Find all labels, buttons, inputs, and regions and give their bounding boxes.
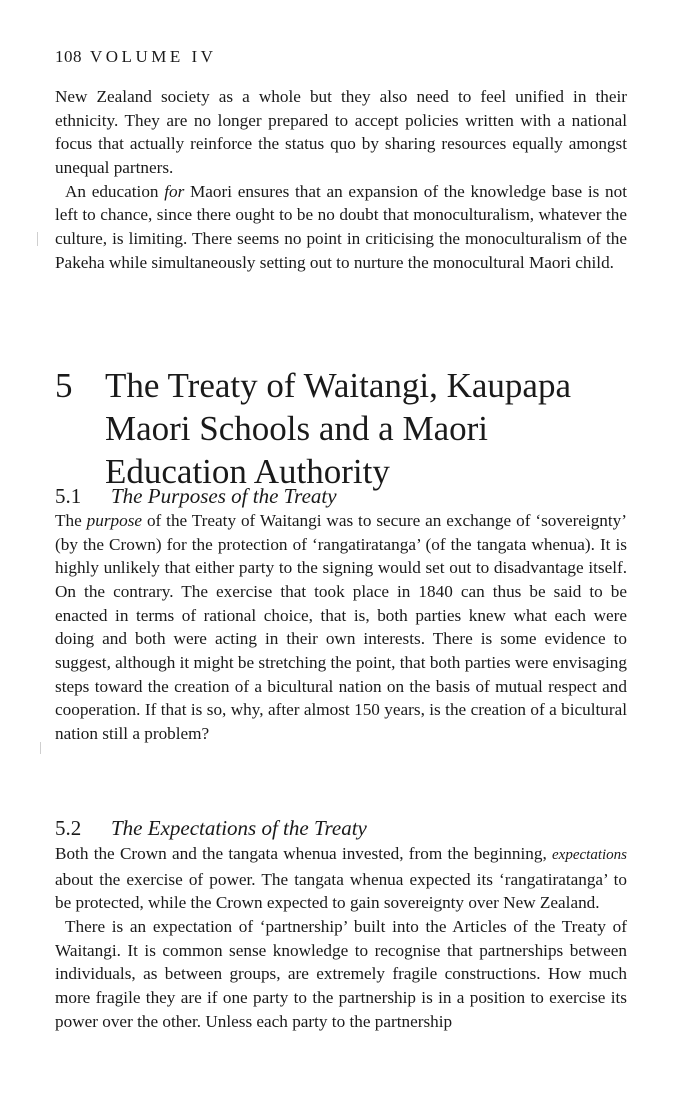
paragraph-text-start: The: [55, 511, 87, 530]
page-number: 108: [55, 47, 82, 66]
paragraph-text-start: Both the Crown and the tangata whenua invested, from the beginning,: [55, 844, 553, 863]
chapter-title-line-2: Maori Schools and a Maori: [105, 409, 488, 448]
paragraph-expectations: [55, 842, 627, 915]
chapter-title-line-1: The Treaty of Waitangi, Kaupapa: [105, 366, 572, 405]
margin-mark-top: [37, 232, 38, 246]
paragraph-partnership: There is an expectation of ‘partnership’ built into the Articles of the Treaty of Waitangi. It is common sense knowledge to recognise that partnerships between individuals, as between groups, are extremely fragile constructions. How much more fragile they are if one party to the partnership is in a position to exercise its power over the other. Unless each party to the partnership: [55, 916, 627, 1031]
section-title: The Expectations of the Treaty: [111, 816, 367, 840]
opening-text-block: [55, 85, 627, 274]
paragraph-text-start: An education: [65, 181, 165, 201]
paragraph-education-for-maori: [55, 180, 627, 275]
running-head: [55, 47, 216, 67]
section-5-1-text: [55, 509, 627, 746]
emphasis-expectations: expectations: [552, 847, 627, 863]
paragraph-text-rest: of the Treaty of Waitangi was to secure an exchange of ‘sovereignty’ (by the Crown) for the protection of ‘rangatiratanga’ (of the tangata whenua). It is highly unlikely that either party to the signing would set out to disadvantage itself. On the contrary. The exercise that took place in 1840 can thus be said to be enacted in terms of rational choice, that is, both parties knew what each were doing and both were acting in their own interests. There is some evidence to suggest, although it might be stretching the point, that both parties were envisaging steps toward the creation of a bicultural nation on the basis of mutual respect and cooperation. If that is so, why, after almost 150 years, is the creation of a bicultural nation still a problem?: [55, 511, 627, 743]
emphasis-for: for: [164, 181, 185, 201]
emphasis-purpose: purpose: [86, 511, 143, 530]
chapter-number: 5: [55, 366, 73, 405]
chapter-heading: [55, 364, 627, 493]
section-heading-5-1: [55, 483, 337, 509]
running-head-title: VOLUME IV: [90, 47, 217, 66]
section-5-2-text: [55, 842, 627, 1033]
paragraph-purposes: [55, 509, 627, 746]
section-heading-5-2: [55, 815, 367, 841]
section-number: 5.1: [55, 484, 82, 508]
paragraph-text-rest: about the exercise of power. The tangata whenua expected its ‘rangatiratanga’ to be protected, while the Crown expected to gain sovereignty over New Zealand.: [55, 869, 627, 913]
section-number: 5.2: [55, 816, 82, 840]
chapter-title-line-3: Education Authority: [105, 452, 390, 491]
margin-mark-bottom: [40, 742, 41, 754]
paragraph-text-rest: Maori ensures that an expansion of the knowledge base is not left to chance, since there ought to be no doubt that monoculturalism, whatever the culture, is limiting. There seems no point in criticising the monoculturalism of the Pakeha while simultaneously setting out to nurture the monocultural Maori child.: [55, 181, 627, 272]
section-title: The Purposes of the Treaty: [111, 484, 337, 508]
paragraph-continued: New Zealand society as a whole but they also need to feel unified in their ethnicity. They are no longer prepared to accept policies written with a national focus that actually reinforce the status quo by sharing resources equally amongst unequal partners.: [55, 87, 627, 177]
